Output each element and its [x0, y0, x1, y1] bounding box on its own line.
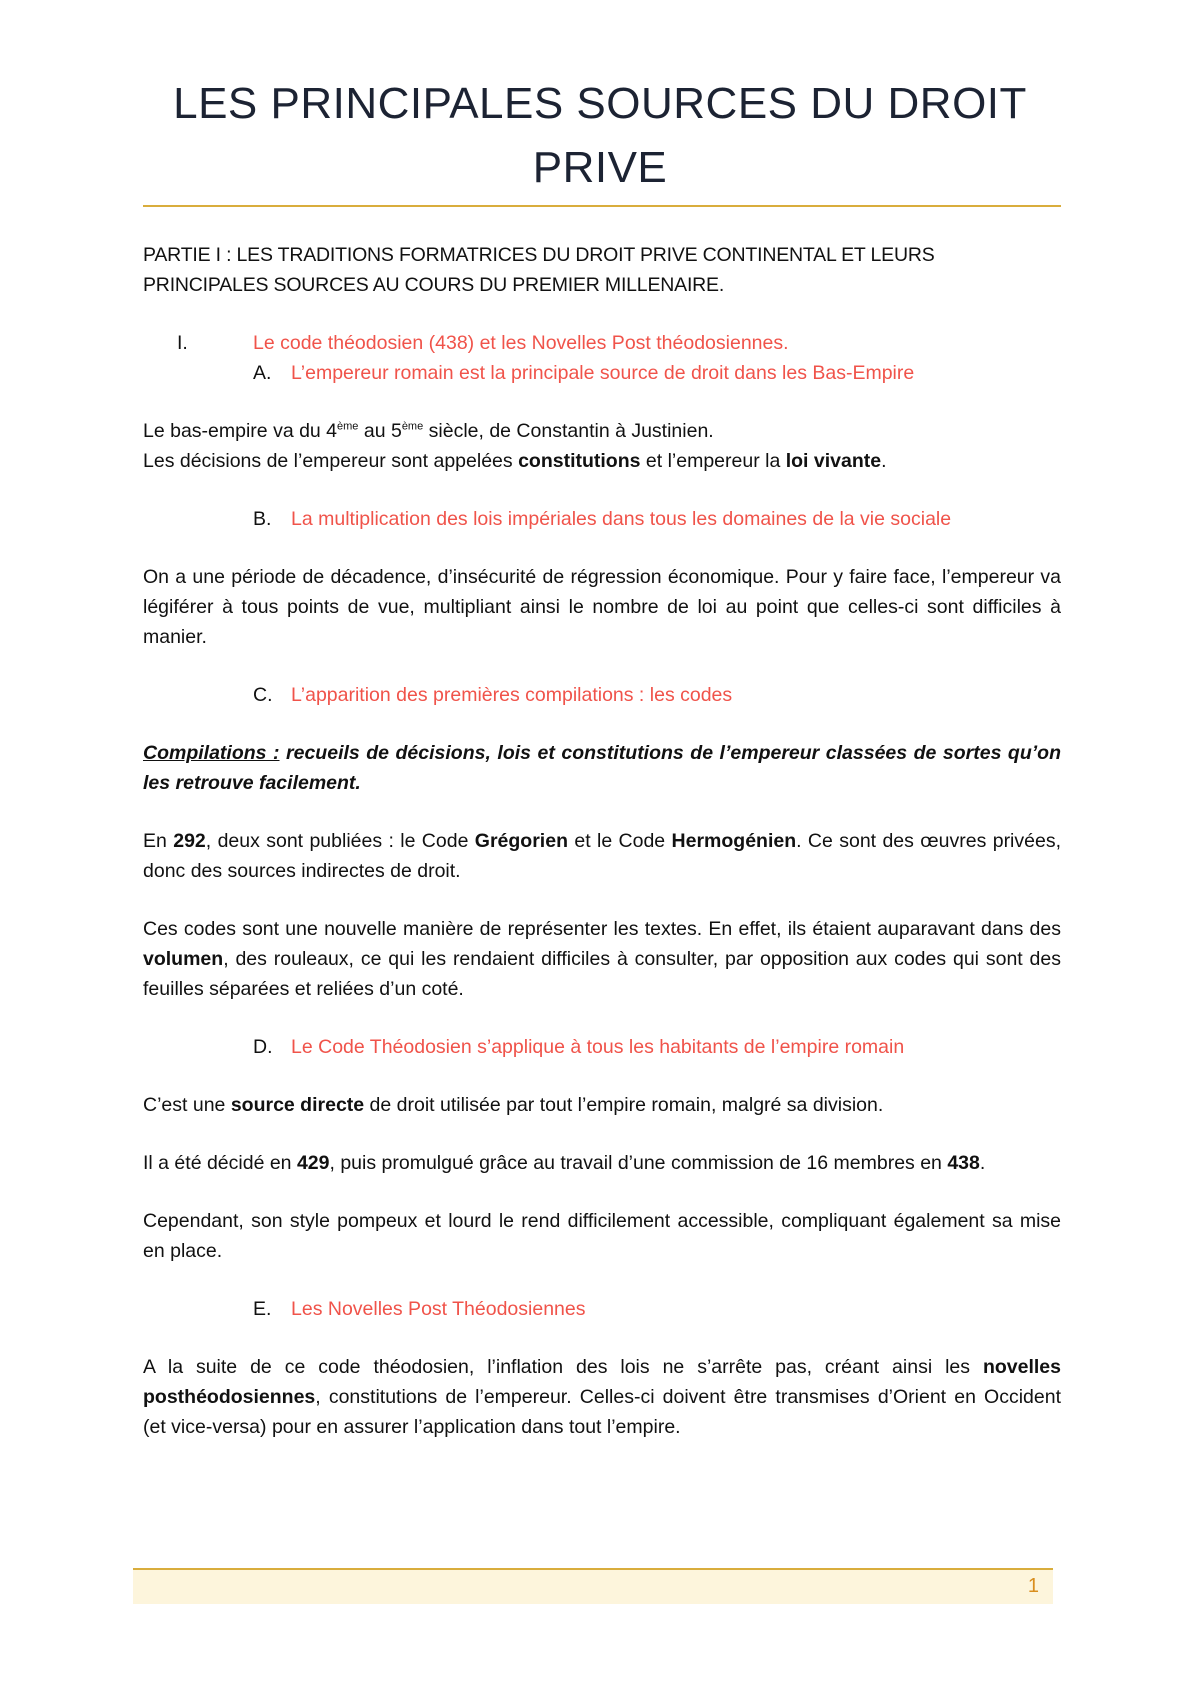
page-number: 1 — [1027, 1575, 1039, 1597]
subsection-c-letter: C. — [253, 684, 273, 706]
paragraph-c2: Ces codes sont une nouvelle manière de représenter les textes. En effet, ils étaient auparavant dans des volumen, des rouleaux, ce qui les rendaient difficiles à consulter, par opposition aux codes qui sont des feuilles séparées et reliées d’un coté. — [143, 918, 1061, 1000]
section-i-heading — [143, 328, 1061, 358]
subsection-b-title: La multiplication des lois impériales dans tous les domaines de la vie sociale — [291, 508, 952, 530]
document-title: LES PRINCIPALES SOURCES DU DROIT PRIVE — [173, 79, 1027, 192]
paragraph-d3: Cependant, son style pompeux et lourd le rend difficilement accessible, compliquant également sa mise en place. — [143, 1210, 1061, 1262]
paragraph-d2: Il a été décidé en 429, puis promulgué grâce au travail d’une commission de 16 membres en 438. — [143, 1152, 986, 1174]
subsection-e-letter: E. — [253, 1298, 272, 1320]
subsection-b-heading — [143, 504, 1061, 534]
paragraph-a1: Le bas-empire va du 4ème au 5ème siècle, de Constantin à Justinien. — [143, 420, 714, 442]
subsection-e-heading — [143, 1294, 1061, 1324]
paragraph-c1: En 292, deux sont publiées : le Code Grégorien et le Code Hermogénien. Ce sont des œuvres privées, donc des sources indirectes de droit. — [143, 830, 1062, 882]
subsection-b-letter: B. — [253, 508, 272, 530]
definition-compilations: Compilations : recueils de décisions, lois et constitutions de l’empereur classées de sortes qu’on les retrouve facilement. — [143, 742, 1061, 794]
paragraph-b1: On a une période de décadence, d’insécurité de régression économique. Pour y faire face, l’empereur va légiférer à tous points de vue, multipliant ainsi le nombre de loi au point que celles-ci sont difficiles à manier. — [143, 566, 1061, 648]
paragraph-a2: Les décisions de l’empereur sont appelées constitutions et l’empereur la loi vivante. — [143, 450, 887, 472]
paragraph-d1: C’est une source directe de droit utilisée par tout l’empire romain, malgré sa division. — [143, 1094, 884, 1116]
subsection-d-title: Le Code Théodosien s’applique à tous les habitants de l’empire romain — [291, 1036, 905, 1058]
subsection-a-heading — [143, 358, 1061, 388]
subsection-c-heading — [143, 680, 1061, 710]
page-footer — [133, 1568, 1053, 1604]
subsection-d-heading — [143, 1032, 1061, 1062]
subsection-a-title: L’empereur romain est la principale source de droit dans les Bas-Empire — [291, 362, 915, 384]
document-body — [143, 240, 1061, 1442]
partie-heading: PARTIE I : LES TRADITIONS FORMATRICES DU DROIT PRIVE CONTINENTAL ET LEURS PRINCIPALES SOURCES AU COURS DU PREMIER MILLENAIRE. — [143, 244, 935, 296]
subsection-e-title: Les Novelles Post Théodosiennes — [291, 1298, 586, 1320]
subsection-d-letter: D. — [253, 1036, 273, 1058]
subsection-c-title: L’apparition des premières compilations : les codes — [291, 684, 733, 706]
paragraph-e1: A la suite de ce code théodosien, l’inflation des lois ne s’arrête pas, créant ainsi les novelles posthéodosiennes, constitutions de l’empereur. Celles-ci doivent être transmises d’Orient en Occident (et vice-versa) pour en assurer l’application dans tout l’empire. — [143, 1356, 1061, 1438]
subsection-a-letter: A. — [253, 362, 272, 384]
section-i-number: I. — [177, 332, 188, 354]
section-i-title: Le code théodosien (438) et les Novelles Post théodosiennes. — [253, 332, 789, 354]
title-underline — [143, 205, 1061, 207]
